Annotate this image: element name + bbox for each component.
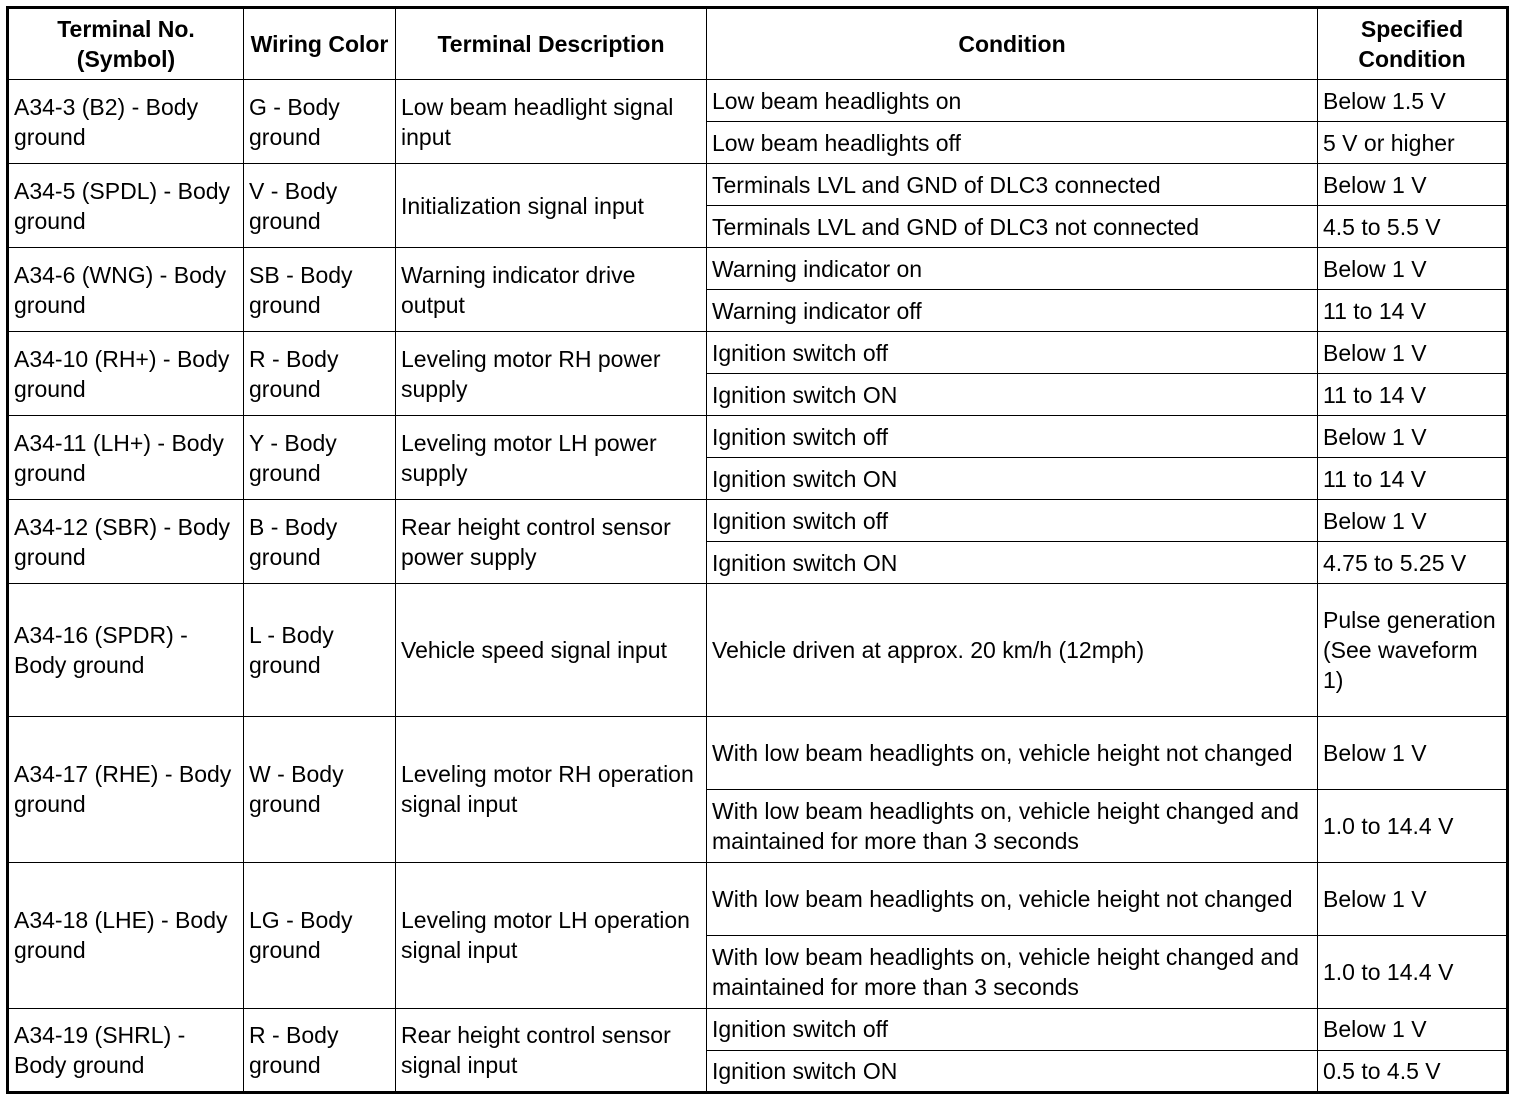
- terminal-cell: A34-6 (WNG) - Body ground: [8, 248, 244, 332]
- terminal-cell: A34-12 (SBR) - Body ground: [8, 500, 244, 584]
- table-row: [8, 716, 1508, 789]
- wiring-cell: SB - Body ground: [244, 248, 396, 332]
- table-row: [8, 80, 1508, 122]
- condition-cell: Ignition switch off: [707, 332, 1318, 374]
- specified-cell: 1.0 to 14.4 V: [1318, 789, 1508, 862]
- wiring-cell: V - Body ground: [244, 164, 396, 248]
- description-cell: Vehicle speed signal input: [396, 584, 707, 716]
- terminal-cell: A34-19 (SHRL) - Body ground: [8, 1008, 244, 1092]
- table-row: [8, 500, 1508, 542]
- description-cell: Rear height control sensor power supply: [396, 500, 707, 584]
- description-cell: Leveling motor LH operation signal input: [396, 862, 707, 1008]
- specified-cell: Below 1 V: [1318, 862, 1508, 935]
- specified-cell: Below 1 V: [1318, 416, 1508, 458]
- condition-cell: Ignition switch off: [707, 416, 1318, 458]
- condition-cell: Ignition switch ON: [707, 1050, 1318, 1092]
- header-condition: Condition: [707, 8, 1318, 80]
- wiring-cell: L - Body ground: [244, 584, 396, 716]
- header-description: Terminal Description: [396, 8, 707, 80]
- condition-cell: With low beam headlights on, vehicle height changed and maintained for more than 3 seconds: [707, 935, 1318, 1008]
- table-row: [8, 1008, 1508, 1050]
- terminal-cell: A34-17 (RHE) - Body ground: [8, 716, 244, 862]
- condition-cell: Warning indicator off: [707, 290, 1318, 332]
- description-cell: Rear height control sensor signal input: [396, 1008, 707, 1092]
- condition-cell: Low beam headlights on: [707, 80, 1318, 122]
- table-row: [8, 248, 1508, 290]
- specified-cell: Below 1.5 V: [1318, 80, 1508, 122]
- condition-cell: Ignition switch ON: [707, 458, 1318, 500]
- table-row: [8, 332, 1508, 374]
- wiring-cell: R - Body ground: [244, 1008, 396, 1092]
- condition-cell: Ignition switch off: [707, 500, 1318, 542]
- specified-cell: 11 to 14 V: [1318, 458, 1508, 500]
- table-row: [8, 164, 1508, 206]
- condition-cell: Terminals LVL and GND of DLC3 not connected: [707, 206, 1318, 248]
- condition-cell: Vehicle driven at approx. 20 km/h (12mph): [707, 584, 1318, 716]
- wiring-cell: R - Body ground: [244, 332, 396, 416]
- specified-cell: 11 to 14 V: [1318, 290, 1508, 332]
- condition-cell: Low beam headlights off: [707, 122, 1318, 164]
- condition-cell: With low beam headlights on, vehicle height not changed: [707, 862, 1318, 935]
- terminal-spec-table: [6, 6, 1509, 1094]
- condition-cell: Ignition switch ON: [707, 374, 1318, 416]
- specified-cell: Below 1 V: [1318, 500, 1508, 542]
- specified-cell: Below 1 V: [1318, 716, 1508, 789]
- description-cell: Leveling motor RH power supply: [396, 332, 707, 416]
- condition-cell: Ignition switch off: [707, 1008, 1318, 1050]
- wiring-cell: B - Body ground: [244, 500, 396, 584]
- specified-cell: 4.5 to 5.5 V: [1318, 206, 1508, 248]
- description-cell: Warning indicator drive output: [396, 248, 707, 332]
- description-cell: Leveling motor LH power supply: [396, 416, 707, 500]
- terminal-cell: A34-10 (RH+) - Body ground: [8, 332, 244, 416]
- condition-cell: With low beam headlights on, vehicle height changed and maintained for more than 3 seconds: [707, 789, 1318, 862]
- header-row: [8, 8, 1508, 80]
- terminal-cell: A34-11 (LH+) - Body ground: [8, 416, 244, 500]
- terminal-cell: A34-5 (SPDL) - Body ground: [8, 164, 244, 248]
- terminal-cell: A34-18 (LHE) - Body ground: [8, 862, 244, 1008]
- header-specified: Specified Condition: [1318, 8, 1508, 80]
- specified-cell: 4.75 to 5.25 V: [1318, 542, 1508, 584]
- specified-cell: 5 V or higher: [1318, 122, 1508, 164]
- wiring-cell: LG - Body ground: [244, 862, 396, 1008]
- description-cell: Low beam headlight signal input: [396, 80, 707, 164]
- specified-cell: 0.5 to 4.5 V: [1318, 1050, 1508, 1092]
- specified-cell: 11 to 14 V: [1318, 374, 1508, 416]
- table-row: [8, 862, 1508, 935]
- header-terminal: Terminal No. (Symbol): [8, 8, 244, 80]
- table-row: [8, 416, 1508, 458]
- condition-cell: Terminals LVL and GND of DLC3 connected: [707, 164, 1318, 206]
- table-row: [8, 584, 1508, 716]
- header-wiring: Wiring Color: [244, 8, 396, 80]
- terminal-cell: A34-3 (B2) - Body ground: [8, 80, 244, 164]
- specified-cell: 1.0 to 14.4 V: [1318, 935, 1508, 1008]
- condition-cell: Ignition switch ON: [707, 542, 1318, 584]
- description-cell: Initialization signal input: [396, 164, 707, 248]
- specified-cell: Pulse generation (See waveform 1): [1318, 584, 1508, 716]
- wiring-cell: G - Body ground: [244, 80, 396, 164]
- terminal-cell: A34-16 (SPDR) - Body ground: [8, 584, 244, 716]
- specified-cell: Below 1 V: [1318, 248, 1508, 290]
- specified-cell: Below 1 V: [1318, 1008, 1508, 1050]
- wiring-cell: W - Body ground: [244, 716, 396, 862]
- wiring-cell: Y - Body ground: [244, 416, 396, 500]
- specified-cell: Below 1 V: [1318, 332, 1508, 374]
- specified-cell: Below 1 V: [1318, 164, 1508, 206]
- condition-cell: Warning indicator on: [707, 248, 1318, 290]
- description-cell: Leveling motor RH operation signal input: [396, 716, 707, 862]
- condition-cell: With low beam headlights on, vehicle height not changed: [707, 716, 1318, 789]
